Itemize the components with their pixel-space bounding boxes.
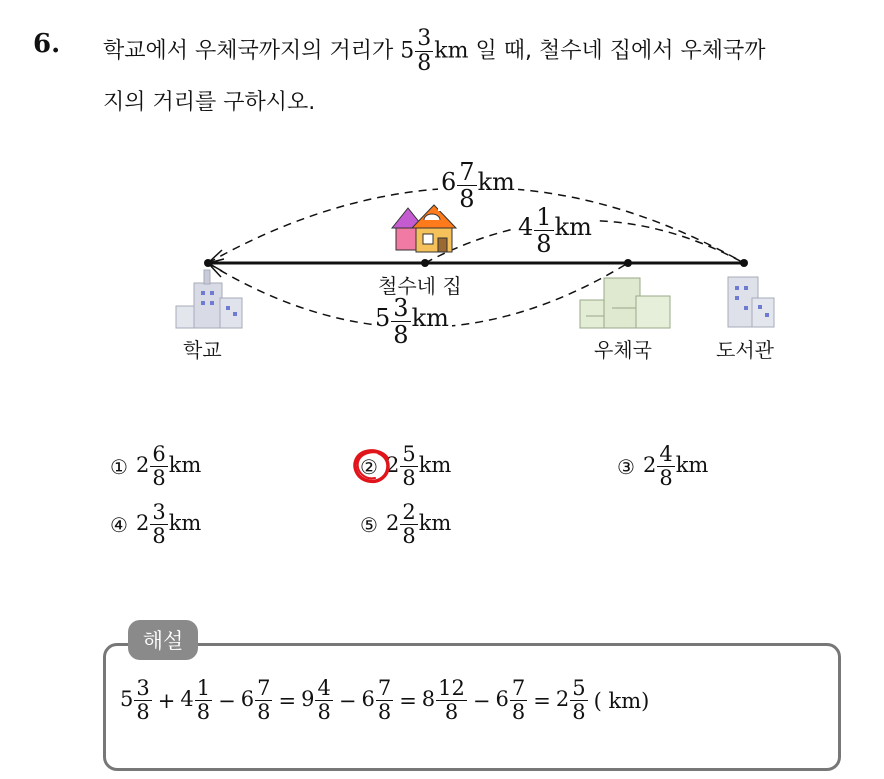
answer-circle-icon [351, 446, 395, 488]
post-office-label: 우체국 [594, 338, 652, 362]
distance-whole: 5 [400, 38, 415, 64]
school-label: 학교 [183, 338, 222, 362]
point-post-office [624, 259, 632, 267]
library-label: 도서관 [716, 338, 774, 362]
home-label: 철수네 집 [378, 274, 462, 298]
point-library [740, 259, 748, 267]
choice-3[interactable]: ③ 2 $\frac{4}{8}$ km [617, 442, 709, 490]
bottom-arc-label: 5 $\frac{3}{8}$ km [372, 296, 452, 347]
house-icon [392, 205, 456, 252]
choice-2[interactable]: ② 2 $\frac{5}{8}$ km [360, 444, 451, 489]
choice-4[interactable]: ④ 2 $\frac{3}{8}$ km [110, 500, 202, 548]
post-office-building-icon [580, 278, 670, 328]
distance-unit: km [434, 38, 469, 64]
school-building-icon [176, 270, 242, 328]
top-arc-label: 6 $\frac{7}{8}$ km [438, 160, 518, 211]
solution-tag: 해설 [128, 620, 198, 660]
question-number: 6. [33, 29, 61, 59]
question-line-2: 지의 거리를 구하시오. [103, 90, 316, 115]
question-text-post: 일 때, 철수네 집에서 우체국까 [475, 38, 766, 64]
choice-5[interactable]: ⑤ 2 $\frac{2}{8}$ km [360, 500, 452, 548]
point-school [204, 259, 212, 267]
solution-equation: 5 $\frac{3}{8}$ + 4 $\frac{1}{8}$ − 6 $\frac{7}{8}$ = 9 $\frac{4}{8}$ − 6 $\frac{7}{8}$ = 8 $\frac{12}{8}$ − 6 $\frac{7}{8}$ = 2 $\frac{5}{8}$ ( km) [120, 676, 650, 724]
question-text-pre: 학교에서 우체국까지의 거리가 [103, 38, 394, 64]
library-building-icon [728, 277, 774, 327]
point-home [421, 259, 429, 267]
choice-2-marker: ② [360, 455, 378, 479]
middle-arc-label: 4 $\frac{1}{8}$ km [515, 205, 595, 256]
distance-fraction: $\frac{3}{8}$ [417, 26, 432, 76]
choice-1[interactable]: ① 2 $\frac{6}{8}$ km [110, 442, 202, 490]
